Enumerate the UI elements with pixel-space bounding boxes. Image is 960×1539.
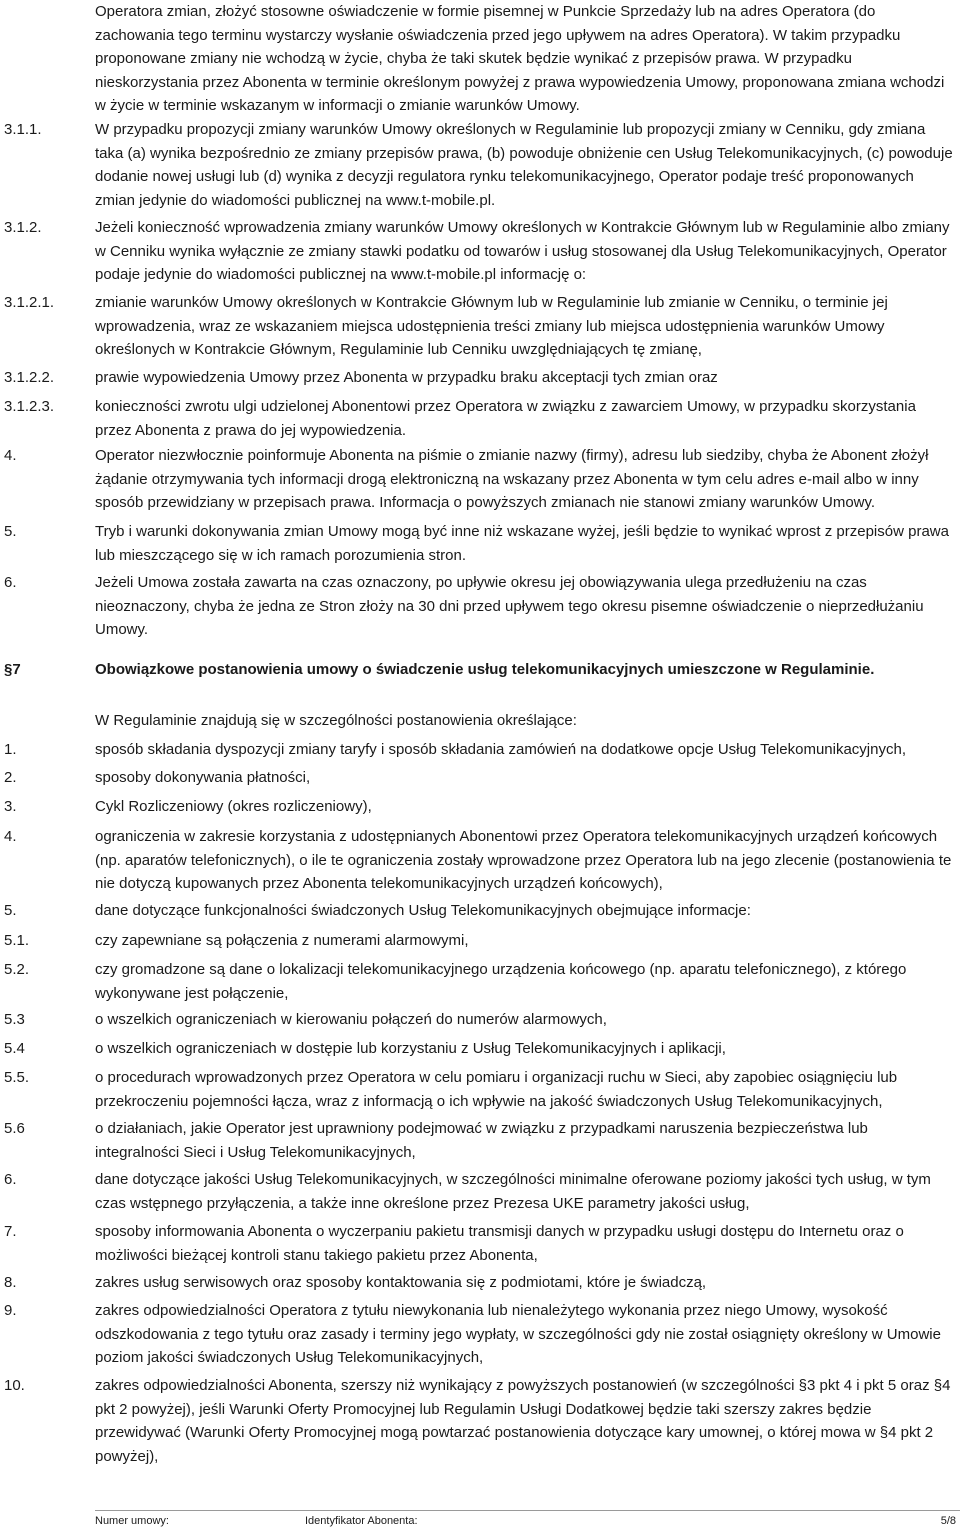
list-item [0, 1220, 960, 1267]
clause-3-1-2-2 [0, 366, 960, 390]
clause-3-1-2 [0, 216, 960, 287]
list-text: dane dotyczące jakości Usług Telekomunikacyjnych, w szczególności minimalne oferowane poziomy jakości tych usług, w tym czas wstępnego przyłączenia, a także inne określone przez Prezesa UKE parametry jakości usług, [95, 1171, 931, 1212]
list-text: o wszelkich ograniczeniach w dostępie lub korzystaniu z Usług Telekomunikacyjnych i aplikacji, [95, 1040, 726, 1057]
section-intro-text: W Regulaminie znajdują się w szczególności postanowienia określające: [95, 712, 577, 729]
list-number: 5.1. [4, 932, 30, 949]
section-title: Obowiązkowe postanowienia umowy o świadczenie usług telekomunikacyjnych umieszczone w Regulaminie. [95, 661, 875, 678]
list-item [0, 795, 960, 819]
list-item [0, 1008, 960, 1032]
list-item [0, 929, 960, 953]
clause-text: prawie wypowiedzenia Umowy przez Abonenta w przypadku braku akceptacji tych zmian oraz [95, 369, 718, 386]
clause-5 [0, 520, 960, 567]
list-number: 5.4 [4, 1040, 25, 1057]
clause-6 [0, 571, 960, 642]
list-item [0, 738, 960, 762]
clause-number: 6. [4, 574, 17, 591]
clause-number: 3.1.2. [4, 219, 42, 236]
list-item [0, 899, 960, 923]
footer-divider [95, 1510, 960, 1511]
clause-text: W przypadku propozycji zmiany warunków Umowy określonych w Regulaminie lub propozycji zmiany w Cenniku, gdy zmiana taka (a) wynika bezpośrednio ze zmiany przepisów prawa, (b) powoduje obniżenie cen Usług Telekomunikacyjnych, (c) powoduje dodanie nowej usługi lub (d) wynika z decyzji regulatora rynku telekomunikacyjnego, Operator podaje treść proponowanych zmian jedynie do wiadomości publicznej na www.t-mobile.pl. [95, 121, 953, 209]
section-intro [0, 709, 960, 733]
clause-number: 3.1.2.2. [4, 369, 55, 386]
list-item [0, 1066, 960, 1113]
clause-4 [0, 444, 960, 515]
contract-number-label: Numer umowy: [95, 1515, 169, 1527]
clause-3-1-2-3 [0, 395, 960, 442]
list-text: zakres usług serwisowych oraz sposoby kontaktowania się z podmiotami, które je świadczą, [95, 1274, 707, 1291]
list-text: o działaniach, jakie Operator jest uprawniony podejmować w związku z przypadkami naruszenia bezpieczeństwa lub integralności Sieci i Usług Telekomunikacyjnych, [95, 1120, 868, 1161]
clause-text: zmianie warunków Umowy określonych w Kontrakcie Głównym lub w Regulaminie lub zmianie w Cenniku, o terminie jej wprowadzenia, wraz ze wskazaniem miejsca udostępnienia treści zmiany lub miejsca udostępnienia warunków Umowy określonych w Kontrakcie Głównym, Regulaminie lub Cenniku uwzględniających tę zmianę, [95, 294, 888, 358]
page-number: 5/8 [940, 1515, 956, 1527]
list-number: 5.3 [4, 1011, 25, 1028]
list-text: zakres odpowiedzialności Operatora z tytułu niewykonania lub nienależytego wykonania przez niego Umowy, wysokość odszkodowania z tego tytułu oraz zasady i terminy jego wypłaty, w szczególności gdy nie został osiągnięty określony w Umowie poziom jakości świadczonych Usług Telekomunikacyjnych, [95, 1302, 941, 1366]
list-text: czy zapewniane są połączenia z numerami alarmowymi, [95, 932, 469, 949]
clause-text: Jeżeli konieczność wprowadzenia zmiany warunków Umowy określonych w Kontrakcie Głównym lub w Regulaminie albo zmiany w Cenniku wynika wyłącznie ze zmiany stawki podatku od towarów i usług stosowanej dla Usług Telekomunikacyjnych, Operator podaje jedynie do wiadomości publicznej na www.t-mobile.pl informację o: [95, 219, 950, 283]
clause-number: 5. [4, 523, 17, 540]
section-number: §7 [4, 661, 21, 678]
list-text: czy gromadzone są dane o lokalizacji telekomunikacyjnego urządzenia końcowego (np. aparatu telefonicznego), z którego wykonywane jest połączenie, [95, 961, 907, 1002]
list-number: 5. [4, 902, 17, 919]
list-item [0, 1037, 960, 1061]
list-number: 2. [4, 769, 17, 786]
list-item [0, 766, 960, 790]
list-item [0, 1299, 960, 1370]
list-text: o procedurach wprowadzonych przez Operatora w celu pomiaru i organizacji ruchu w Sieci, aby zapobiec osiągnięciu lub przekroczeniu pojemności łącza, wraz z informacją o ich wpływie na jakość świadczonych Usług Telekomunikacyjnych, [95, 1069, 898, 1110]
clause-text: Tryb i warunki dokonywania zmian Umowy mogą być inne niż wskazane wyżej, jeśli będzie to wynikać wprost z przepisów prawa lub mieszczącego się w ich ramach porozumienia stron. [95, 523, 949, 564]
list-text: sposób składania dyspozycji zmiany taryfy i sposób składania zamówień na dodatkowe opcje Usług Telekomunikacyjnych, [95, 741, 906, 758]
list-number: 1. [4, 741, 17, 758]
list-number: 7. [4, 1223, 17, 1240]
clause-text: Jeżeli Umowa została zawarta na czas oznaczony, po upływie okresu jej obowiązywania ulega przedłużeniu na czas nieoznaczony, chyba że jedna ze Stron złoży na 30 dni przed upływem tego okresu pisemne oświadczenie o nieprzedłużaniu Umowy. [95, 574, 924, 638]
intro-text: Operatora zmian, złożyć stosowne oświadczenie w formie pisemnej w Punkcie Sprzedaży lub na adres Operatora (do zachowania tego terminu wystarczy wysłanie oświadczenia przed jego upływem na adres Operatora). W takim przypadku proponowane zmiany nie wchodzą w życie, chyba że taki skutek będzie wynikać z przepisów prawa. W przypadku nieskorzystania przez Abonenta w terminie określonym powyżej z prawa wypowiedzenia Umowy, proponowana zmiana wchodzi w życie w terminie wskazanym w informacji o zmianie warunków Umowy. [95, 3, 945, 114]
clause-3-1-2-1 [0, 291, 960, 362]
clause-text: konieczności zwrotu ulgi udzielonej Abonentowi przez Operatora w związku z zawarciem Umowy, w przypadku skorzystania przez Abonenta z prawa do jej wypowiedzenia. [95, 398, 916, 439]
list-item [0, 825, 960, 896]
subscriber-id-label: Identyfikator Abonenta: [305, 1515, 418, 1527]
list-number: 6. [4, 1171, 17, 1188]
list-text: ograniczenia w zakresie korzystania z udostępnianych Abonentowi przez Operatora telekomunikacyjnych urządzeń końcowych (np. aparatów telefonicznych), o ile te ograniczenia zostały wprowadzone przez Operatora lub na jego zlecenie (postanowienia te nie dotyczą kupowanych przez Abonenta telekomunikacyjnych urządzeń końcowych), [95, 828, 952, 892]
clause-number: 4. [4, 447, 17, 464]
list-item [0, 1117, 960, 1164]
clause-number: 3.1.2.1. [4, 294, 55, 311]
list-item [0, 1271, 960, 1295]
list-number: 4. [4, 828, 17, 845]
list-number: 3. [4, 798, 17, 815]
intro-paragraph [0, 0, 960, 118]
list-text: sposoby dokonywania płatności, [95, 769, 311, 786]
list-number: 5.6 [4, 1120, 25, 1137]
list-item [0, 958, 960, 1005]
list-text: Cykl Rozliczeniowy (okres rozliczeniowy), [95, 798, 372, 815]
list-item [0, 1168, 960, 1215]
section-heading [0, 658, 960, 682]
clause-number: 3.1.2.3. [4, 398, 55, 415]
clause-3-1-1 [0, 118, 960, 212]
list-text: o wszelkich ograniczeniach w kierowaniu połączeń do numerów alarmowych, [95, 1011, 607, 1028]
list-text: zakres odpowiedzialności Abonenta, szerszy niż wynikający z powyższych postanowień (w szczególności §3 pkt 4 i pkt 5 oraz §4 pkt 2 powyżej), jeśli Warunki Oferty Promocyjnej lub Regulamin Usługi Dodatkowej będzie taki szerszy zakres będzie przewidywać (Warunki Oferty Promocyjnej mogą powtarzać postanowienia dotyczące kary umownej, o której mowa w §4 pkt 2 powyżej), [95, 1377, 951, 1465]
list-text: sposoby informowania Abonenta o wyczerpaniu pakietu transmisji danych w przypadku usługi dostępu do Internetu oraz o możliwości bieżącej kontroli stanu takiego pakietu przez Abonenta, [95, 1223, 904, 1264]
clause-text: Operator niezwłocznie poinformuje Abonenta na piśmie o zmianie nazwy (firmy), adresu lub siedziby, chyba że Abonent złożył żądanie otrzymywania tych informacji drogą elektroniczną na wskazany przez Abonenta w tym celu adres e-mail albo w inny sposób przewidziany w przepisach prawa. Informacja o powyższych zmianach nie stanowi zmiany warunków Umowy. [95, 447, 929, 511]
list-number: 9. [4, 1302, 17, 1319]
clause-number: 3.1.1. [4, 121, 42, 138]
list-item [0, 1374, 960, 1468]
list-number: 10. [4, 1377, 25, 1394]
list-number: 5.5. [4, 1069, 30, 1086]
list-text: dane dotyczące funkcjonalności świadczonych Usług Telekomunikacyjnych obejmujące informacje: [95, 902, 751, 919]
list-number: 8. [4, 1274, 17, 1291]
list-number: 5.2. [4, 961, 30, 978]
